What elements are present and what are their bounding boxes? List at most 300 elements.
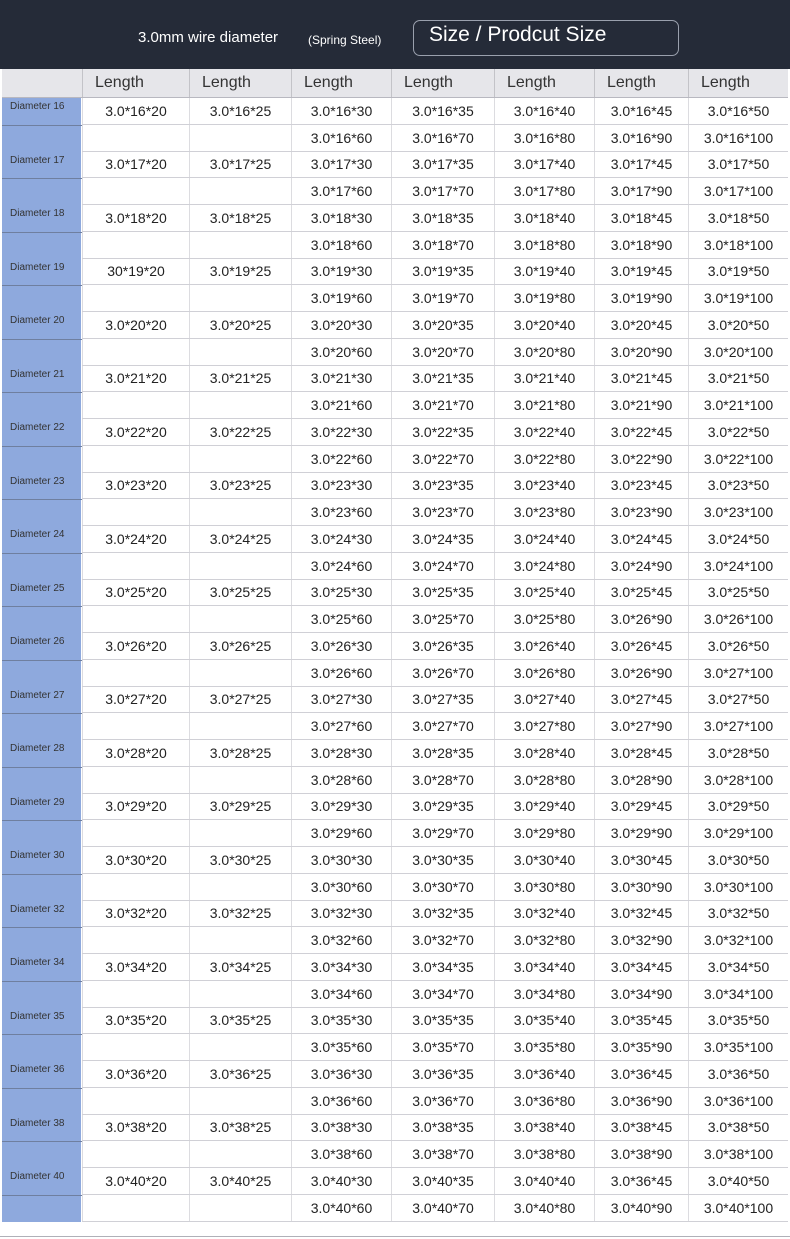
size-cell xyxy=(82,499,189,525)
size-cell: 3.0*20*45 xyxy=(594,312,688,338)
size-cell: 3.0*23*40 xyxy=(494,473,594,499)
size-cell xyxy=(82,178,189,204)
diameter-divider xyxy=(2,1141,82,1142)
column-header-length: Length xyxy=(594,69,688,97)
size-cell: 3.0*19*40 xyxy=(494,259,594,285)
size-cell: 3.0*32*40 xyxy=(494,901,594,927)
size-cell xyxy=(189,606,291,632)
size-cell: 3.0*26*90 xyxy=(594,606,688,632)
size-cell: 3.0*29*40 xyxy=(494,794,594,820)
diameter-label: Diameter 22 xyxy=(2,419,81,473)
column-header-length: Length xyxy=(189,69,291,97)
size-cell: 3.0*19*60 xyxy=(291,285,391,311)
size-cell xyxy=(189,981,291,1007)
size-cell: 3.0*32*30 xyxy=(291,901,391,927)
size-cell: 3.0*36*50 xyxy=(688,1061,788,1087)
size-cell: 3.0*18*70 xyxy=(391,232,494,258)
diameter-divider xyxy=(2,660,82,661)
size-cell: 3.0*25*50 xyxy=(688,580,788,606)
size-cell: 3.0*16*90 xyxy=(594,125,688,151)
size-cell: 3.0*22*60 xyxy=(291,446,391,472)
size-cell: 3.0*22*70 xyxy=(391,446,494,472)
page-title: 3.0mm wire diameter xyxy=(138,29,279,46)
size-cell: 3.0*27*60 xyxy=(291,713,391,739)
size-cell: 3.0*35*45 xyxy=(594,1008,688,1034)
size-cell: 3.0*21*25 xyxy=(189,366,291,392)
table-row xyxy=(82,1168,788,1195)
size-cell: 3.0*19*100 xyxy=(688,285,788,311)
size-cell: 3.0*34*60 xyxy=(291,981,391,1007)
size-cell: 3.0*26*70 xyxy=(391,660,494,686)
table-row xyxy=(82,1034,788,1061)
diameter-label: Diameter 17 xyxy=(2,152,81,206)
size-cell: 3.0*18*100 xyxy=(688,232,788,258)
column-header-length: Length xyxy=(688,69,788,97)
size-cell xyxy=(82,232,189,258)
size-cell: 3.0*28*80 xyxy=(494,767,594,793)
diameter-label: Diameter 30 xyxy=(2,847,81,901)
size-cell: 3.0*28*35 xyxy=(391,740,494,766)
table-row xyxy=(82,981,788,1008)
column-header-length: Length xyxy=(391,69,494,97)
size-cell: 3.0*36*35 xyxy=(391,1061,494,1087)
table-row xyxy=(82,740,788,767)
size-cell: 3.0*29*100 xyxy=(688,820,788,846)
table-row xyxy=(82,1141,788,1168)
size-cell xyxy=(82,713,189,739)
column-header-length: Length xyxy=(494,69,594,97)
size-cell: 3.0*29*80 xyxy=(494,820,594,846)
table-row xyxy=(82,499,788,526)
diameter-group xyxy=(2,1008,788,1062)
table-row xyxy=(82,794,788,821)
diameter-divider xyxy=(2,820,82,821)
table-bottom-border xyxy=(0,1236,790,1237)
size-cell: 3.0*30*80 xyxy=(494,874,594,900)
size-cell: 3.0*29*30 xyxy=(291,794,391,820)
diameter-label: Diameter 26 xyxy=(2,633,81,687)
size-cell xyxy=(82,125,189,151)
diameter-divider xyxy=(2,446,82,447)
diameter-label: Diameter 38 xyxy=(2,1115,81,1169)
size-cell: 3.0*21*20 xyxy=(82,366,189,392)
size-cell: 3.0*26*35 xyxy=(391,633,494,659)
size-cell: 3.0*18*30 xyxy=(291,205,391,231)
size-cell: 3.0*17*40 xyxy=(494,152,594,178)
table-row xyxy=(82,259,788,286)
size-cell: 3.0*27*25 xyxy=(189,687,291,713)
size-cell: 3.0*32*35 xyxy=(391,901,494,927)
diameter-divider xyxy=(2,606,82,607)
size-cell: 3.0*40*25 xyxy=(189,1168,291,1194)
table-row xyxy=(82,1008,788,1035)
material-label: (Spring Steel) xyxy=(308,33,382,47)
size-cell: 3.0*17*20 xyxy=(82,152,189,178)
size-cell: 3.0*34*100 xyxy=(688,981,788,1007)
size-cell xyxy=(189,713,291,739)
table-row xyxy=(82,205,788,232)
size-cell: 3.0*40*70 xyxy=(391,1195,494,1221)
size-cell: 3.0*38*90 xyxy=(594,1141,688,1167)
size-cell: 3.0*23*20 xyxy=(82,473,189,499)
size-cell xyxy=(82,1141,189,1167)
size-cell xyxy=(189,660,291,686)
size-cell: 3.0*27*70 xyxy=(391,713,494,739)
size-cell xyxy=(189,927,291,953)
size-cell: 3.0*28*25 xyxy=(189,740,291,766)
diameter-group xyxy=(2,633,788,687)
size-cell: 3.0*26*100 xyxy=(688,606,788,632)
size-cell: 3.0*27*20 xyxy=(82,687,189,713)
size-cell xyxy=(189,178,291,204)
size-cell: 3.0*16*25 xyxy=(189,98,291,124)
diameter-label: Diameter 27 xyxy=(2,687,81,741)
size-cell: 3.0*18*35 xyxy=(391,205,494,231)
size-cell: 3.0*40*90 xyxy=(594,1195,688,1221)
size-cell: 3.0*22*40 xyxy=(494,419,594,445)
diameter-group xyxy=(2,1115,788,1169)
size-cell: 3.0*21*60 xyxy=(291,392,391,418)
size-cell: 3.0*17*30 xyxy=(291,152,391,178)
size-cell: 3.0*35*50 xyxy=(688,1008,788,1034)
size-cell: 3.0*28*30 xyxy=(291,740,391,766)
size-cell: 3.0*35*40 xyxy=(494,1008,594,1034)
size-cell: 3.0*16*35 xyxy=(391,98,494,124)
diameter-label: Diameter 25 xyxy=(2,580,81,634)
diameter-label: Diameter 34 xyxy=(2,954,81,1008)
size-cell: 3.0*26*45 xyxy=(594,633,688,659)
table-row xyxy=(82,339,788,366)
size-cell xyxy=(82,553,189,579)
size-cell: 3.0*35*25 xyxy=(189,1008,291,1034)
size-cell: 3.0*19*80 xyxy=(494,285,594,311)
size-cell xyxy=(82,767,189,793)
diameter-label: Diameter 32 xyxy=(2,901,81,955)
diameter-group xyxy=(2,419,788,473)
size-cell: 3.0*18*25 xyxy=(189,205,291,231)
size-cell: 3.0*19*90 xyxy=(594,285,688,311)
size-title-box: Size / Prodcut Size xyxy=(413,20,679,56)
table-row xyxy=(82,580,788,607)
size-cell: 3.0*36*20 xyxy=(82,1061,189,1087)
size-cell: 3.0*20*50 xyxy=(688,312,788,338)
size-cell: 3.0*22*90 xyxy=(594,446,688,472)
size-cell: 3.0*38*25 xyxy=(189,1115,291,1141)
size-cell: 3.0*28*70 xyxy=(391,767,494,793)
size-cell: 3.0*40*40 xyxy=(494,1168,594,1194)
size-cell: 3.0*21*70 xyxy=(391,392,494,418)
size-cell: 3.0*20*40 xyxy=(494,312,594,338)
size-cell xyxy=(82,981,189,1007)
size-cell: 3.0*19*50 xyxy=(688,259,788,285)
size-cell: 3.0*28*20 xyxy=(82,740,189,766)
size-cell: 3.0*20*20 xyxy=(82,312,189,338)
size-cell: 3.0*17*70 xyxy=(391,178,494,204)
size-cell: 3.0*22*100 xyxy=(688,446,788,472)
table-row xyxy=(82,232,788,259)
size-cell: 3.0*40*60 xyxy=(291,1195,391,1221)
size-cell xyxy=(189,820,291,846)
table-row xyxy=(82,687,788,714)
size-cell: 3.0*28*45 xyxy=(594,740,688,766)
size-cell: 3.0*34*50 xyxy=(688,954,788,980)
size-cell: 3.0*36*30 xyxy=(291,1061,391,1087)
size-cell: 3.0*16*45 xyxy=(594,98,688,124)
size-cell: 3.0*24*80 xyxy=(494,553,594,579)
diameter-group xyxy=(2,847,788,901)
size-cell xyxy=(82,392,189,418)
size-cell: 3.0*30*25 xyxy=(189,847,291,873)
size-cell: 3.0*35*35 xyxy=(391,1008,494,1034)
size-cell: 3.0*25*25 xyxy=(189,580,291,606)
size-cell: 3.0*38*30 xyxy=(291,1115,391,1141)
diameter-divider xyxy=(2,178,82,179)
size-cell: 3.0*32*45 xyxy=(594,901,688,927)
size-cell xyxy=(189,1195,291,1221)
size-cell: 3.0*35*30 xyxy=(291,1008,391,1034)
size-cell: 3.0*21*50 xyxy=(688,366,788,392)
header-corner-cell xyxy=(2,69,82,97)
size-cell: 3.0*28*90 xyxy=(594,767,688,793)
size-cell: 3.0*32*80 xyxy=(494,927,594,953)
size-cell: 3.0*40*20 xyxy=(82,1168,189,1194)
size-cell: 3.0*30*50 xyxy=(688,847,788,873)
diameter-group xyxy=(2,473,788,527)
size-cell: 3.0*36*90 xyxy=(594,1088,688,1114)
size-cell: 3.0*20*60 xyxy=(291,339,391,365)
table-row xyxy=(82,312,788,339)
diameter-group xyxy=(2,687,788,741)
size-cell: 3.0*21*90 xyxy=(594,392,688,418)
size-cell: 3.0*23*50 xyxy=(688,473,788,499)
size-cell: 3.0*17*90 xyxy=(594,178,688,204)
size-cell: 3.0*23*60 xyxy=(291,499,391,525)
size-cell: 3.0*22*80 xyxy=(494,446,594,472)
diameter-group xyxy=(2,1168,788,1222)
size-cell: 3.0*36*70 xyxy=(391,1088,494,1114)
size-cell: 3.0*27*50 xyxy=(688,687,788,713)
size-cell: 3.0*19*30 xyxy=(291,259,391,285)
size-cell: 3.0*23*80 xyxy=(494,499,594,525)
size-cell: 3.0*22*35 xyxy=(391,419,494,445)
table-row xyxy=(82,553,788,580)
size-cell: 3.0*22*25 xyxy=(189,419,291,445)
size-cell: 3.0*24*100 xyxy=(688,553,788,579)
size-cell: 3.0*19*45 xyxy=(594,259,688,285)
size-cell: 3.0*27*100 xyxy=(688,660,788,686)
size-cell: 3.0*29*90 xyxy=(594,820,688,846)
size-cell: 3.0*25*35 xyxy=(391,580,494,606)
diameter-divider xyxy=(2,981,82,982)
diameter-divider xyxy=(2,499,82,500)
table-row xyxy=(82,526,788,553)
diameter-group xyxy=(2,259,788,313)
diameter-label: Diameter 35 xyxy=(2,1008,81,1062)
size-cell: 3.0*40*50 xyxy=(688,1168,788,1194)
size-cell: 3.0*24*30 xyxy=(291,526,391,552)
size-cell xyxy=(189,339,291,365)
size-cell: 3.0*34*20 xyxy=(82,954,189,980)
size-cell: 3.0*19*25 xyxy=(189,259,291,285)
size-cell xyxy=(82,1088,189,1114)
diameter-label: Diameter 21 xyxy=(2,366,81,420)
table-row xyxy=(82,285,788,312)
diameter-label: Diameter 16 xyxy=(2,98,81,152)
diameter-divider xyxy=(2,1034,82,1035)
size-cell: 3.0*34*40 xyxy=(494,954,594,980)
size-cell: 3.0*22*20 xyxy=(82,419,189,445)
size-cell: 3.0*16*100 xyxy=(688,125,788,151)
size-cell: 3.0*36*45 xyxy=(594,1168,688,1194)
table-row xyxy=(82,633,788,660)
page-header xyxy=(0,0,790,69)
size-cell: 3.0*32*90 xyxy=(594,927,688,953)
diameter-label: Diameter 29 xyxy=(2,794,81,848)
size-cell: 3.0*40*80 xyxy=(494,1195,594,1221)
diameter-label: Diameter 40 xyxy=(2,1168,81,1222)
size-cell: 3.0*29*20 xyxy=(82,794,189,820)
size-cell xyxy=(82,446,189,472)
size-cell: 3.0*26*20 xyxy=(82,633,189,659)
diameter-label: Diameter 20 xyxy=(2,312,81,366)
size-cell xyxy=(189,392,291,418)
size-cell: 3.0*20*35 xyxy=(391,312,494,338)
diameter-divider xyxy=(2,125,82,126)
table-body xyxy=(2,98,788,1222)
diameter-divider xyxy=(2,767,82,768)
size-cell: 3.0*29*25 xyxy=(189,794,291,820)
size-cell xyxy=(82,285,189,311)
size-cell: 3.0*30*100 xyxy=(688,874,788,900)
size-cell: 3.0*32*20 xyxy=(82,901,189,927)
size-cell: 3.0*18*80 xyxy=(494,232,594,258)
size-cell: 3.0*18*20 xyxy=(82,205,189,231)
size-cell xyxy=(189,1088,291,1114)
size-cell: 3.0*30*35 xyxy=(391,847,494,873)
size-cell: 3.0*38*20 xyxy=(82,1115,189,1141)
diameter-divider xyxy=(2,1088,82,1089)
diameter-divider xyxy=(2,713,82,714)
size-cell: 3.0*20*90 xyxy=(594,339,688,365)
size-cell: 3.0*40*35 xyxy=(391,1168,494,1194)
size-cell: 3.0*26*90 xyxy=(594,660,688,686)
size-cell: 3.0*24*50 xyxy=(688,526,788,552)
diameter-label: Diameter 18 xyxy=(2,205,81,259)
size-cell: 3.0*35*90 xyxy=(594,1034,688,1060)
table-row xyxy=(82,767,788,794)
table-row xyxy=(82,927,788,954)
size-cell xyxy=(189,499,291,525)
size-cell: 3.0*24*25 xyxy=(189,526,291,552)
size-cell: 3.0*36*40 xyxy=(494,1061,594,1087)
size-cell: 3.0*21*35 xyxy=(391,366,494,392)
size-cell xyxy=(189,446,291,472)
size-cell: 3.0*19*35 xyxy=(391,259,494,285)
size-cell: 3.0*35*60 xyxy=(291,1034,391,1060)
size-cell: 3.0*36*60 xyxy=(291,1088,391,1114)
size-cell: 3.0*18*50 xyxy=(688,205,788,231)
size-cell: 3.0*24*35 xyxy=(391,526,494,552)
size-cell: 3.0*35*100 xyxy=(688,1034,788,1060)
size-cell: 3.0*16*80 xyxy=(494,125,594,151)
size-cell: 3.0*34*90 xyxy=(594,981,688,1007)
size-cell xyxy=(189,1141,291,1167)
table-row xyxy=(82,606,788,633)
size-cell: 3.0*38*45 xyxy=(594,1115,688,1141)
diameter-label: Diameter 23 xyxy=(2,473,81,527)
size-cell: 3.0*18*45 xyxy=(594,205,688,231)
size-cell: 3.0*28*60 xyxy=(291,767,391,793)
size-cell: 3.0*30*60 xyxy=(291,874,391,900)
size-cell: 3.0*36*45 xyxy=(594,1061,688,1087)
table-row xyxy=(82,1088,788,1115)
size-cell: 3.0*26*80 xyxy=(494,660,594,686)
diameter-group xyxy=(2,526,788,580)
size-cell: 3.0*24*40 xyxy=(494,526,594,552)
size-cell xyxy=(189,232,291,258)
size-cell: 3.0*36*25 xyxy=(189,1061,291,1087)
diameter-group xyxy=(2,98,788,152)
size-cell: 3.0*17*60 xyxy=(291,178,391,204)
size-cell: 3.0*25*45 xyxy=(594,580,688,606)
size-cell: 3.0*34*45 xyxy=(594,954,688,980)
table-row xyxy=(82,820,788,847)
size-cell: 3.0*23*35 xyxy=(391,473,494,499)
size-cell: 3.0*38*60 xyxy=(291,1141,391,1167)
size-cell: 3.0*16*70 xyxy=(391,125,494,151)
size-cell: 3.0*35*80 xyxy=(494,1034,594,1060)
diameter-divider xyxy=(2,392,82,393)
size-cell: 3.0*23*100 xyxy=(688,499,788,525)
size-cell: 3.0*38*70 xyxy=(391,1141,494,1167)
table-row xyxy=(82,125,788,152)
size-cell: 3.0*29*60 xyxy=(291,820,391,846)
size-cell: 3.0*34*30 xyxy=(291,954,391,980)
size-cell: 3.0*29*50 xyxy=(688,794,788,820)
size-cell: 3.0*20*100 xyxy=(688,339,788,365)
size-cell xyxy=(189,125,291,151)
size-cell: 3.0*24*90 xyxy=(594,553,688,579)
size-cell: 3.0*28*40 xyxy=(494,740,594,766)
diameter-label: Diameter 36 xyxy=(2,1061,81,1115)
size-cell: 3.0*25*80 xyxy=(494,606,594,632)
size-cell: 3.0*25*60 xyxy=(291,606,391,632)
table-row xyxy=(82,419,788,446)
table-row xyxy=(82,366,788,393)
diameter-label: Diameter 24 xyxy=(2,526,81,580)
size-cell: 3.0*36*80 xyxy=(494,1088,594,1114)
size-cell: 3.0*34*25 xyxy=(189,954,291,980)
diameter-group xyxy=(2,740,788,794)
size-cell: 3.0*27*80 xyxy=(494,713,594,739)
size-cell: 3.0*22*45 xyxy=(594,419,688,445)
size-cell: 3.0*16*40 xyxy=(494,98,594,124)
size-cell: 3.0*29*70 xyxy=(391,820,494,846)
size-cell: 3.0*29*35 xyxy=(391,794,494,820)
table-row xyxy=(82,178,788,205)
size-cell: 3.0*34*70 xyxy=(391,981,494,1007)
size-cell xyxy=(82,339,189,365)
size-cell: 3.0*26*25 xyxy=(189,633,291,659)
size-cell: 3.0*27*45 xyxy=(594,687,688,713)
size-cell: 3.0*19*70 xyxy=(391,285,494,311)
size-cell: 3.0*30*40 xyxy=(494,847,594,873)
size-cell: 3.0*20*25 xyxy=(189,312,291,338)
size-cell: 3.0*23*45 xyxy=(594,473,688,499)
size-cell: 3.0*17*45 xyxy=(594,152,688,178)
size-cell: 3.0*23*70 xyxy=(391,499,494,525)
size-cell: 3.0*22*50 xyxy=(688,419,788,445)
